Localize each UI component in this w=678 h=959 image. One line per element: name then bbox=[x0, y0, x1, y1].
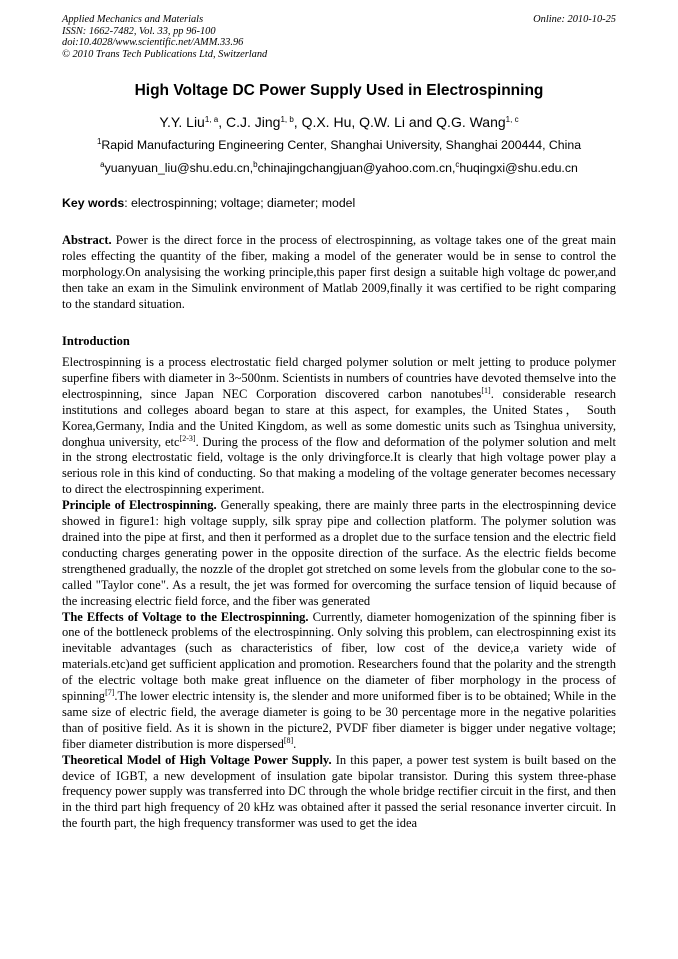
abstract bbox=[62, 233, 616, 313]
keywords-text: : electrospinning; voltage; diameter; model bbox=[124, 196, 356, 210]
citation[interactable]: [8] bbox=[283, 735, 294, 745]
doi-line: doi:10.4028/www.scientific.net/AMM.33.96 bbox=[62, 37, 244, 48]
introduction-body bbox=[62, 355, 616, 832]
journal-header bbox=[62, 14, 616, 60]
issn-line: ISSN: 1662-7482, Vol. 33, pp 96-100 bbox=[62, 25, 216, 37]
author-emails: $^a$yuanyuan_liu@shu.edu.cn,$^b$chinajingchangjuan@yahoo.com.cn,$^c$huqingxi@shu.edu.cn bbox=[100, 160, 578, 175]
email-link[interactable]: chinajingchangjuan@yahoo.com.cn, bbox=[257, 161, 456, 175]
author-list: Y.Y. Liu$^{1, a}$, C.J. Jing$^{1, b}$, Q.X. Hu, Q.W. Li and Q.G. Wang$^{1, c}$ bbox=[159, 114, 519, 130]
author-name: Y.Y. Liu bbox=[159, 114, 205, 130]
abstract-label: Abstract. bbox=[62, 233, 112, 247]
email-link[interactable]: yuanyuan_liu@shu.edu.cn, bbox=[104, 161, 254, 175]
paragraph: The Effects of Voltage to the Electrospinning. Currently, diameter homogenization of the spinning fiber is one of the bottleneck problems of the electrospinning. Only solving this problem, can electrospinning exist its inevitable advantages (such as characteristics of fiber, low cost of the device,a variety wide of materials.etc)and get sufficient application and promotion. Researchers found that the polarity and the strength of the electric voltage both make great influence on the diameter of fiber morphology in the process of spinning[7].The lower electric intensity is, the slender and more uniformed fiber is to be obtained; While in the same size of electric field, the average diameter is going to be 30 percentage more in the negative polarities than of positive field. As it is shown in the picture2, PVDF fiber diameter is bigger under negative voltage; fiber diameter distribution is more dispersed[8]. bbox=[62, 609, 616, 751]
abstract-text: Power is the direct force in the process of electrospinning, as voltage takes one of the great main roles effecting the quantity of the fiber, making a model of the generater would be in sense to control the morphology.On analysising the working principle,this paper first design a suitable high voltage dc power,and then take an exam in the Simulink environment of Matlab 2009,finally it was certified to be right comparing to the standard situation. bbox=[62, 233, 616, 311]
paragraph: Theoretical Model of High Voltage Power Supply. In this paper, a power test system is built based on the device of IGBT, a new development of insulation gate bipolar transistor. During this system three-phase frequency power supply was transferred into DC through the whole bridge rectifier circuit in the first, and then in the third part high frequency of 20 kHz was obtained after it passed the serial resonance inverter circuit. In the fourth part, the high frequency transformer was used to get the idea bbox=[62, 752, 616, 831]
citation[interactable]: [7] bbox=[105, 688, 115, 698]
email-link[interactable]: huqingxi@shu.edu.cn bbox=[459, 161, 578, 175]
online-date: Online: 2010-10-25 bbox=[533, 14, 616, 25]
journal-name: Applied Mechanics and Materials bbox=[62, 14, 204, 25]
affiliation bbox=[62, 138, 616, 152]
paragraph: Principle of Electrospinning. Generally speaking, there are mainly three parts in the electrospinning device showed in figure1: high voltage supply, silk spray pipe and collection platform. The polymer solution was drained into the pipe at first, and then it performed as a droplet due to the surface tension and the electric field conducting charges generating power in the opposite direction of the surface. As the electric fields become strengthened gradually, the nozzle of the droplet got stretched on some levels from the globular cone to the so-called "Taylor cone". As a result, the jet was formed for overcoming the surface tension of liquid because of the increasing electric field force, and the fiber was generated bbox=[62, 498, 616, 608]
paragraph-heading: Principle of Electrospinning. bbox=[62, 498, 217, 513]
paper-title: High Voltage DC Power Supply Used in Electrospinning bbox=[134, 82, 544, 99]
affiliation-sup: 1 bbox=[96, 137, 102, 146]
keywords-label: Key words bbox=[62, 196, 125, 210]
author-sup: 1, b bbox=[280, 115, 294, 124]
citation[interactable]: [2-3] bbox=[179, 433, 196, 443]
paragraph-heading: Theoretical Model of High Voltage Power Supply. bbox=[62, 752, 332, 767]
paragraph: Electrospinning is a process electrostatic field charged polymer solution or melt jetting to produce polymer superfine fibers with diameter in 3~500nm. Scientists in numbers of countries have devoted themselve into the electrospinning, since Japan NEC Corporation discovered carbon nanotubes[1]. considerable research institutions and colleges aboard began to stare at this aspect, for examples, the United States， South Korea,Germany, India and the United Kingdom, as well as some domestic units such as Tsinghua university, donghua university, etc[2-3]. During the process of the flow and deformation of the polymer solution and melt in the strong electrostatic field, voltage is the only drivingforce.It is clearly that high voltage power play a serious role in this kind of conducting. So that making a modeling of the voltage generater becomes necessary to direct the electrospinning experiment. bbox=[62, 355, 616, 497]
citation[interactable]: [1] bbox=[481, 385, 491, 395]
paragraph-heading: The Effects of Voltage to the Electrospinning. bbox=[62, 609, 309, 624]
author-sup: 1, c bbox=[505, 115, 519, 124]
affiliation-text: Rapid Manufacturing Engineering Center, Shanghai University, Shanghai 200444, China bbox=[101, 138, 582, 152]
copyright-line: © 2010 Trans Tech Publications Ltd, Switzerland bbox=[62, 48, 268, 60]
section-heading-introduction: Introduction bbox=[62, 334, 130, 348]
keywords bbox=[62, 196, 616, 210]
author-sup: 1, a bbox=[204, 115, 219, 124]
author-name: C.J. Jing bbox=[225, 114, 281, 130]
author-name: Q.X. Hu, Q.W. Li and Q.G. Wang bbox=[301, 114, 506, 130]
